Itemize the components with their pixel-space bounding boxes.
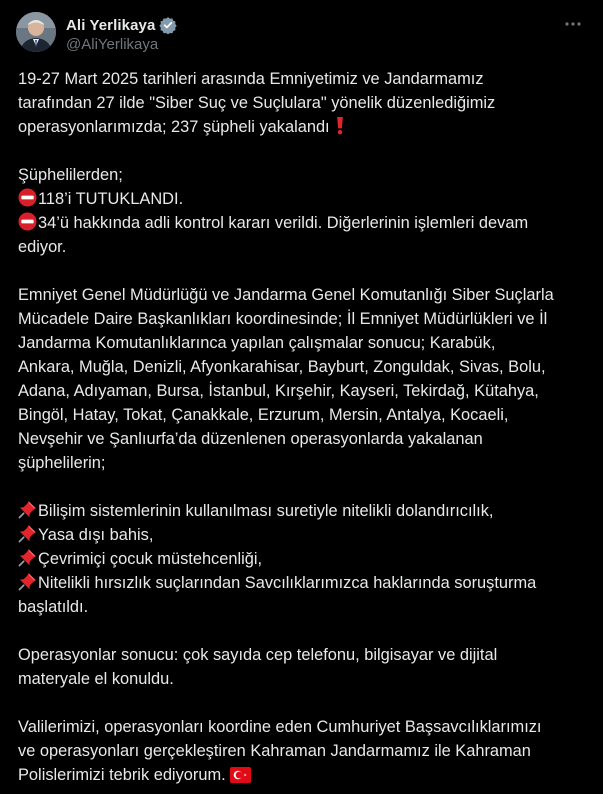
text-line-content: operasyonlarımızda; 237 şüpheli yakalandı xyxy=(18,118,330,136)
tweet-header xyxy=(16,12,587,56)
text-line-content: Nitelikli hırsızlık suçlarından Savcılıklarımızca haklarında soruşturma xyxy=(38,574,537,592)
text-line xyxy=(18,115,588,139)
text-line xyxy=(18,451,588,475)
text-line xyxy=(18,739,588,763)
turkey-flag-icon xyxy=(230,766,251,790)
text-line-content: Bilişim sistemlerinin kullanılması suretiyle nitelikli dolandırıcılık, xyxy=(38,502,494,520)
text-line xyxy=(18,211,588,235)
text-line-content: Operasyonlar sonucu: çok sayıda cep telefonu, bilgisayar ve dijital xyxy=(18,646,498,664)
handle[interactable]: @AliYerlikaya xyxy=(66,36,159,53)
text-line xyxy=(18,499,588,523)
text-line xyxy=(18,595,588,619)
tweet-text xyxy=(18,67,588,787)
text-line-content: Bingöl, Hatay, Tokat, Çanakkale, Erzurum, Mersin, Antalya, Kocaeli, xyxy=(18,406,509,424)
text-line-content: başlatıldı. xyxy=(18,598,89,616)
text-line-content: Şüphelilerden; xyxy=(18,166,123,184)
text-line-content: Emniyet Genel Müdürlüğü ve Jandarma Genel Komutanlığı Siber Suçlarla xyxy=(18,286,554,304)
text-line xyxy=(18,643,588,667)
text-line-content: materyale el konuldu. xyxy=(18,670,174,688)
ellipsis-icon[interactable] xyxy=(563,14,583,34)
text-line xyxy=(18,403,588,427)
text-line xyxy=(18,667,588,691)
text-line xyxy=(18,331,588,355)
text-line-content: tarafından 27 ilde "Siber Suç ve Suçlulara" yönelik düzenlediğimiz xyxy=(18,94,496,112)
text-line xyxy=(18,379,588,403)
text-line-content: Valilerimizi, operasyonları koordine eden Cumhuriyet Başsavcılıklarımızı xyxy=(18,718,542,736)
avatar[interactable] xyxy=(16,12,56,52)
text-line-content: Nevşehir ve Şanlıurfa’da düzenlenen operasyonlarda yakalanan xyxy=(18,430,483,448)
text-line-content: ve operasyonları gerçekleştiren Kahraman Jandarmamız ile Kahraman xyxy=(18,742,531,760)
text-line-content: 34’ü hakkında adli kontrol kararı verildi. Diğerlerinin işlemleri devam xyxy=(38,214,529,232)
paragraph-gap xyxy=(18,139,588,163)
text-line-content: Ankara, Muğla, Denizli, Afyonkarahisar, Bayburt, Zonguldak, Sivas, Bolu, xyxy=(18,358,546,376)
text-line xyxy=(18,187,588,211)
text-line-content: Çevrimiçi çocuk müstehcenliği, xyxy=(38,550,263,568)
text-line-content: ediyor. xyxy=(18,238,67,256)
text-line xyxy=(18,67,588,91)
text-line-content: Polislerimizi tebrik ediyorum. xyxy=(18,766,226,784)
display-name[interactable]: Ali Yerlikaya xyxy=(66,16,156,34)
verified-badge-icon xyxy=(159,16,177,34)
text-line xyxy=(18,427,588,451)
text-line xyxy=(18,283,588,307)
paragraph-gap xyxy=(18,619,588,643)
text-line-content: Adana, Adıyaman, Bursa, İstanbul, Kırşehir, Kayseri, Tekirdağ, Kütahya, xyxy=(18,382,539,400)
paragraph-gap xyxy=(18,475,588,499)
text-line xyxy=(18,763,588,787)
author-names xyxy=(66,15,177,53)
text-line-content: Jandarma Komutanlıklarınca yapılan çalışmalar sonucu; Karabük, xyxy=(18,334,496,352)
text-line xyxy=(18,307,588,331)
paragraph-gap xyxy=(18,259,588,283)
text-line xyxy=(18,571,588,595)
exclamation-icon xyxy=(334,116,346,142)
text-line xyxy=(18,235,588,259)
text-line xyxy=(18,355,588,379)
text-line-content: 118’i TUTUKLANDI. xyxy=(38,190,184,208)
text-line xyxy=(18,523,588,547)
text-line-content: Yasa dışı bahis, xyxy=(38,526,154,544)
text-line xyxy=(18,715,588,739)
text-line-content: 19-27 Mart 2025 tarihleri arasında Emniyetimiz ve Jandarmamız xyxy=(18,70,484,88)
text-line xyxy=(18,91,588,115)
text-line xyxy=(18,547,588,571)
text-line xyxy=(18,163,588,187)
text-line-content: şüphelilerin; xyxy=(18,454,106,472)
paragraph-gap xyxy=(18,691,588,715)
text-line-content: Mücadele Daire Başkanlıkları koordinesinde; İl Emniyet Müdürlükleri ve İl xyxy=(18,310,548,328)
